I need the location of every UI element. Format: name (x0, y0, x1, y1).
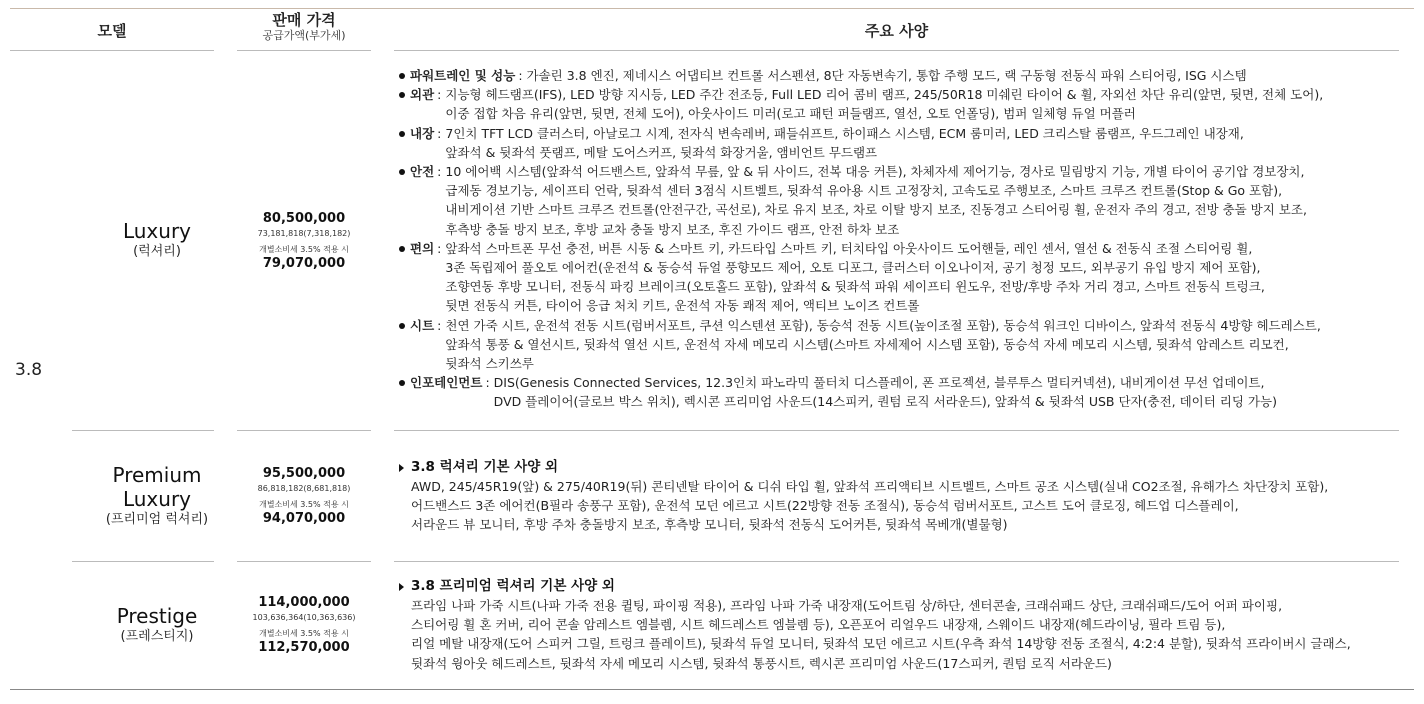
price-with-tax: 94,070,000 (262, 511, 346, 526)
sale-price: 80,500,000 (262, 211, 346, 226)
bullet-icon (399, 73, 405, 79)
spec-convenience (399, 239, 1399, 316)
bullet-icon (399, 131, 405, 137)
price-with-tax: 79,070,000 (262, 256, 346, 271)
triangle-bullet-icon (399, 464, 404, 472)
spec-label: 편의 : (399, 239, 445, 258)
model-luxury (72, 219, 242, 261)
model-name: Premium (112, 463, 202, 487)
sale-price: 95,500,000 (262, 466, 346, 481)
spec-text: 앞좌석 & 뒷좌석 풋램프, 메탈 도어스커프, 뒷좌석 화장거울, 앰비언트 무드램프 (445, 144, 878, 160)
header-rule-price (237, 50, 371, 51)
bullet-icon (399, 246, 405, 252)
header-rule-specs (394, 50, 1399, 51)
spec-text: 뒷좌석 윙아웃 헤드레스트, 뒷좌석 자세 메모리 시스템, 뒷좌석 통풍시트, 렉시콘 프리미엄 사운드(17스피커, 퀀텀 로직 서라운드) (411, 655, 1112, 671)
bullet-icon (399, 92, 405, 98)
spec-exterior (399, 85, 1399, 123)
row-rule-price-2 (237, 561, 371, 562)
spec-text: 뒷면 전동식 커튼, 타이어 응급 처치 키트, 운전석 자동 쾌적 제어, 액티브 노이즈 컨트롤 (445, 298, 920, 314)
spec-label: 인포테인먼트 : (399, 373, 494, 392)
spec-label: 안전 : (399, 162, 445, 181)
row-rule-specs-1 (394, 430, 1399, 431)
spec-label: 내장 : (399, 124, 445, 143)
spec-text: 이중 접합 차음 유리(앞면, 뒷면, 전체 도어), 아웃사이드 미러(로고 패턴 퍼들램프, 열선, 오토 언폴딩), 범퍼 일체형 듀얼 머플러 (445, 106, 1136, 122)
specs-header: 주요 사양 (864, 22, 929, 40)
model-name: Luxury (122, 219, 192, 243)
tax-note: 개별소비세 3.5% 적용 시 (259, 500, 349, 509)
spec-safety (399, 162, 1399, 239)
price-header-subtitle: 공급가액(부가세) (262, 29, 346, 42)
spec-text: 10 에어백 시스템(앞좌석 어드밴스트, 앞좌석 무릎, 앞 & 뒤 사이드, 전복 대응 커튼), 차체자세 제어기능, 경사로 밀림방지 기능, 개별 타이어 공기압 경보장치, (445, 164, 1305, 180)
spec-text: 뒷좌석 스키쓰루 (445, 356, 534, 372)
spec-heading: 3.8 프리미엄 럭셔리 기본 사양 외 (399, 577, 1399, 596)
premium-luxury-specs (399, 458, 1399, 535)
model-prestige (72, 604, 242, 646)
luxury-specs (399, 66, 1399, 412)
spec-label: 파워트레인 및 성능 : (399, 66, 527, 85)
spec-heading: 3.8 럭셔리 기본 사양 외 (399, 458, 1399, 477)
spec-text: 후측방 충돌 방지 보조, 후방 교차 충돌 방지 보조, 후진 가이드 램프, 안전 하차 보조 (445, 221, 900, 237)
spec-text: 지능형 헤드램프(IFS), LED 방향 지시등, LED 주간 전조등, Full LED 리어 콤비 램프, 245/50R18 미쉐린 타이어 & 휠, 자외선 차단 유리(앞면, 뒷면, 전체 도어), (445, 87, 1324, 103)
spec-text: DIS(Genesis Connected Services, 12.3인치 파노라믹 풀터치 디스플레이, 폰 프로젝션, 블루투스 멀티커넥션), 내비게이션 무선 업데이트, (493, 375, 1265, 391)
row-rule-model-2 (72, 561, 214, 562)
spec-text: 내비게이션 기반 스마트 크루즈 컨트롤(안전구간, 곡선로), 차로 유지 보조, 차로 이탈 방지 보조, 진동경고 스티어링 휠, 운전자 주의 경고, 전방 충돌 방지 보조, (445, 202, 1307, 218)
spec-text: 앞좌석 통풍 & 열선시트, 뒷좌석 열선 시트, 운전석 자세 메모리 시스템(스마트 자세제어 시스템 포함), 동승석 자세 메모리 시스템, 뒷좌석 암레스트 리모컨, (445, 336, 1289, 352)
model-premium-luxury (72, 463, 242, 529)
price-premium-luxury (237, 466, 371, 527)
spec-infotainment (399, 373, 1399, 411)
price-with-tax: 112,570,000 (258, 640, 350, 655)
engine-label: 3.8 (15, 360, 43, 380)
spec-text: DVD 플레이어(글로브 박스 위치), 렉시콘 프리미엄 사운드(14스피커, 퀀텀 로직 서라운드), 앞좌석 & 뒷좌석 USB 단자(충전, 데이터 리딩 가능) (493, 394, 1277, 410)
price-luxury (237, 211, 371, 272)
spec-label: 외관 : (399, 85, 445, 104)
model-header: 모델 (97, 22, 127, 40)
supply-price: 73,181,818(7,318,182) (257, 229, 351, 238)
spec-label: 시트 : (399, 316, 445, 335)
spec-text: 3존 독립제어 풀오토 에어컨(운전석 & 동승석 듀얼 풍향모드 제어, 오토 디포그, 클러스터 이오나이저, 공기 청정 모드, 외부공기 유입 방지 제어 포함), (445, 260, 1261, 276)
spec-text: 어드밴스드 3존 에어컨(B필라 송풍구 포함), 운전석 모던 에르고 시트(22방향 전동 조절식), 동승석 럼버서포트, 고스트 도어 클로징, 헤드업 디스플레이, (411, 498, 1239, 514)
price-prestige (237, 595, 371, 656)
spec-seats (399, 316, 1399, 374)
spec-text: 프라임 나파 가죽 시트(나파 가죽 전용 퀼팅, 파이핑 적용), 프라임 나파 가죽 내장재(도어트림 상/하단, 센터콘솔, 크래쉬패드 상단, 크래쉬패드/도어 어퍼 파이핑, (411, 598, 1283, 613)
spec-powertrain (399, 66, 1399, 85)
spec-text: AWD, 245/45R19(앞) & 275/40R19(뒤) 콘티넨탈 타이어 & 디쉬 타입 휠, 앞좌석 프리액티브 시트벨트, 스마트 공조 시스템(실내 CO2조절, 유해가스 차단장치 포함), (411, 479, 1329, 494)
spec-text: 리얼 메탈 내장재(도어 스피커 그릴, 트렁크 플레이트), 뒷좌석 듀얼 모니터, 뒷좌석 모던 에르고 시트(우측 좌석 14방향 전동 조절식, 4:2:4 분할), 뒷좌석 프라이버시 글래스, (411, 636, 1351, 652)
price-header-title: 판매 가격 (272, 11, 336, 29)
top-rule (10, 8, 1414, 9)
spec-text: 스티어링 휠 혼 커버, 리어 콘솔 암레스트 엠블렘, 시트 헤드레스트 엠블렘 등), 오픈포어 리얼우드 내장재, 스웨이드 내장재(헤드라이닝, 필라 트림 등), (411, 617, 1226, 633)
triangle-bullet-icon (399, 583, 404, 591)
bullet-icon (399, 323, 405, 329)
bullet-icon (399, 169, 405, 175)
row-rule-model-1 (72, 430, 214, 431)
model-name-korean: (프리미엄 럭셔리) (105, 512, 209, 527)
spec-text: 7인치 TFT LCD 클러스터, 아날로그 시계, 전자식 변속레버, 패들쉬프트, 하이패스 시스템, ECM 룸미러, LED 크리스탈 룸램프, 우드그레인 내장재, (445, 125, 1244, 141)
row-rule-specs-2 (394, 561, 1399, 562)
supply-price: 86,818,182(8,681,818) (257, 484, 351, 493)
model-name: Luxury (122, 487, 192, 511)
bottom-rule (10, 689, 1414, 690)
spec-text: 앞좌석 스마트폰 무선 충전, 버튼 시동 & 스마트 키, 카드타입 스마트 키, 터치타입 아웃사이드 도어핸들, 레인 센서, 열선 & 전동식 조절 스티어링 휠, (445, 240, 1253, 256)
spec-text: 급제동 경보기능, 세이프티 언락, 뒷좌석 센터 3점식 시트벨트, 뒷좌석 유아용 시트 고정장치, 고속도로 주행보조, 스마트 크루즈 컨트롤(Stop & Go 포함), (445, 183, 1283, 199)
spec-text: 서라운드 뷰 모니터, 후방 주차 충돌방지 보조, 후측방 모니터, 뒷좌석 전동식 도어커튼, 뒷좌석 목베개(별물형) (411, 517, 1008, 533)
model-name-korean: (럭셔리) (133, 244, 181, 259)
bullet-icon (399, 380, 405, 386)
prestige-specs (399, 577, 1399, 673)
spec-interior (399, 124, 1399, 162)
header-rule-model (10, 50, 214, 51)
spec-text: 천연 가죽 시트, 운전석 전동 시트(럼버서포트, 쿠션 익스텐션 포함), 동승석 전동 시트(높이조절 포함), 동승석 워크인 디바이스, 앞좌석 전동식 4방향 헤드레스트, (445, 317, 1321, 333)
sale-price: 114,000,000 (258, 595, 350, 610)
spec-text: 조향연동 후방 모니터, 전동식 파킹 브레이크(오토홀드 포함), 앞좌석 & 뒷좌석 파워 세이프티 윈도우, 전방/후방 주차 거리 경고, 스마트 전동식 트렁크, (445, 279, 1265, 295)
model-name-korean: (프레스티지) (120, 629, 194, 644)
price-header (237, 11, 371, 42)
row-rule-price-1 (237, 430, 371, 431)
spec-text: 가솔린 3.8 엔진, 제네시스 어댑티브 컨트롤 서스펜션, 8단 자동변속기, 통합 주행 모드, 랙 구동형 전동식 파워 스티어링, ISG 시스템 (526, 68, 1247, 83)
tax-note: 개별소비세 3.5% 적용 시 (259, 629, 349, 638)
supply-price: 103,636,364(10,363,636) (252, 613, 356, 622)
tax-note: 개별소비세 3.5% 적용 시 (259, 245, 349, 254)
model-name: Prestige (116, 604, 198, 628)
